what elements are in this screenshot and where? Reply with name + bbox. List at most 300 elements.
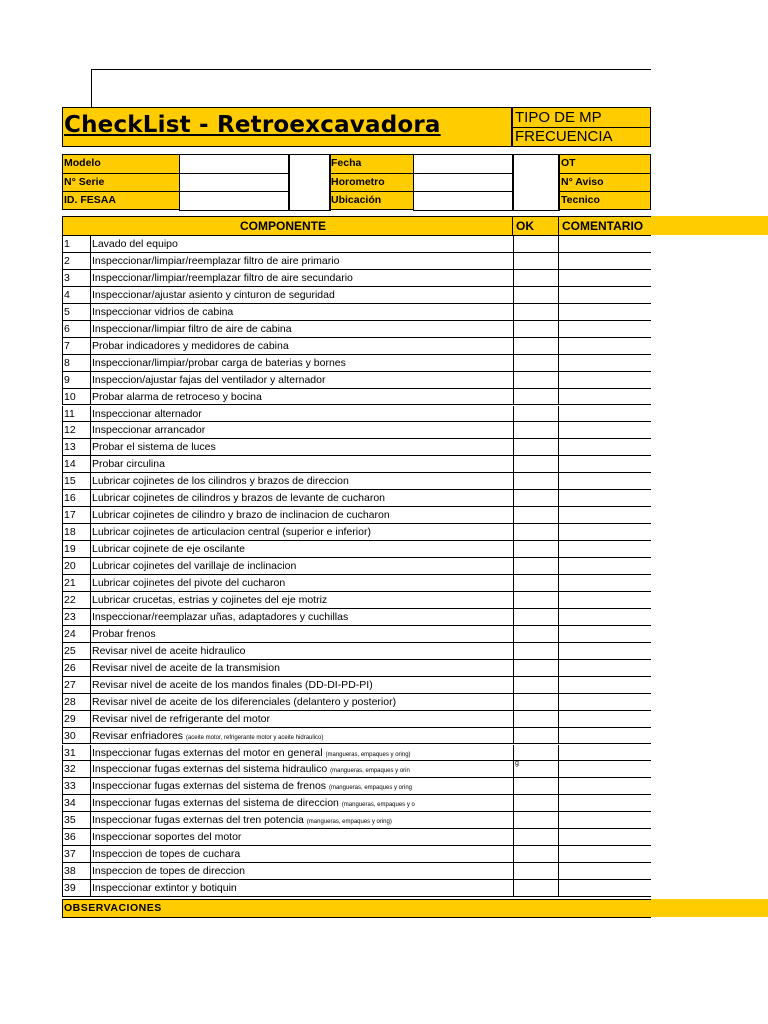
ok-cell[interactable] xyxy=(513,456,559,473)
row-component xyxy=(92,577,285,589)
column-header-divider-ok xyxy=(512,216,513,236)
row-component-text: Inspeccionar arrancador xyxy=(92,424,206,437)
comment-cell[interactable] xyxy=(560,829,652,846)
table-row xyxy=(62,660,651,677)
comment-cell[interactable] xyxy=(560,439,652,456)
info-col-line xyxy=(559,154,560,211)
row-component xyxy=(92,696,396,708)
row-number: 7 xyxy=(64,339,70,352)
ok-cell[interactable] xyxy=(513,863,559,880)
row-component xyxy=(92,509,390,521)
comment-cell[interactable] xyxy=(560,253,652,270)
row-number: 34 xyxy=(64,797,76,810)
table-row xyxy=(62,236,651,253)
info-input-col2-0[interactable] xyxy=(413,154,513,174)
comment-cell[interactable] xyxy=(560,677,652,694)
table-row xyxy=(62,524,651,541)
ok-cell[interactable] xyxy=(513,338,559,355)
comment-cell[interactable] xyxy=(560,355,652,372)
row-divider-number xyxy=(90,456,91,473)
row-component-text: Revisar enfriadores xyxy=(92,729,184,742)
row-number: 10 xyxy=(64,390,76,403)
table-row xyxy=(62,439,651,456)
row-divider-number xyxy=(90,711,91,728)
row-divider-number xyxy=(90,338,91,355)
observaciones-label: OBSERVACIONES xyxy=(64,902,162,914)
row-component-text: Lubricar cojinete de eje oscilante xyxy=(92,543,245,556)
row-divider-number xyxy=(90,694,91,711)
row-component xyxy=(92,238,178,250)
info-input-col1-0[interactable] xyxy=(179,154,289,174)
comment-cell[interactable] xyxy=(560,778,652,795)
comment-cell[interactable] xyxy=(560,558,652,575)
comment-cell[interactable] xyxy=(560,694,652,711)
info-spacer-cell xyxy=(289,154,330,211)
row-component-text: Inspeccionar/reemplazar uñas, adaptadores y cuchillas xyxy=(92,610,349,623)
page-title: CheckList - Retroexcavadora xyxy=(64,112,441,138)
table-row xyxy=(62,711,651,728)
row-number: 19 xyxy=(64,543,76,556)
table-row xyxy=(62,677,651,694)
ok-cell[interactable] xyxy=(513,558,559,575)
info-label-col1-1: N° Serie xyxy=(64,175,105,188)
row-component xyxy=(92,831,241,843)
componente-header: COMPONENTE xyxy=(240,219,327,233)
row-component-note: (mangueras, empaques y oring) xyxy=(306,819,392,826)
table-row xyxy=(62,558,651,575)
comentario-header: COMENTARIO xyxy=(562,219,644,233)
row-divider-number xyxy=(90,745,91,762)
row-divider-number xyxy=(90,728,91,745)
ok-cell[interactable] xyxy=(513,846,559,863)
comment-cell[interactable] xyxy=(560,880,652,897)
row-component-text: Inspeccionar fugas externas del sistema hidraulico xyxy=(92,763,328,776)
row-component-text: Probar frenos xyxy=(92,627,156,640)
row-divider-number xyxy=(90,304,91,321)
row-component xyxy=(92,306,233,318)
info-label-col1-2: ID. FESAA xyxy=(64,194,116,206)
row-component-text: Lavado del equipo xyxy=(92,238,178,250)
row-number: 20 xyxy=(64,560,76,573)
observaciones-bottom-line xyxy=(62,917,651,918)
row-number: 26 xyxy=(64,661,76,674)
table-row xyxy=(62,846,651,863)
row-divider-number xyxy=(90,524,91,541)
row-component xyxy=(92,560,296,572)
row-divider-number xyxy=(90,575,91,592)
info-label-col2-2: Ubicación xyxy=(331,194,382,206)
ok-cell[interactable] xyxy=(513,812,559,829)
column-header-left-line xyxy=(62,216,63,236)
table-row xyxy=(62,304,651,321)
comment-cell[interactable] xyxy=(560,728,652,745)
row-number: 33 xyxy=(64,780,76,793)
table-row xyxy=(62,626,651,643)
comment-cell[interactable] xyxy=(560,490,652,507)
row-number: 2 xyxy=(64,254,70,267)
row-component xyxy=(92,408,202,420)
ok-cell[interactable] xyxy=(513,575,559,592)
row-divider-number xyxy=(90,490,91,507)
comment-cell[interactable] xyxy=(560,270,652,287)
row-number: 6 xyxy=(64,322,70,335)
row-component-note: (aceite motor, refrigerante motor y aceite hidraulico) xyxy=(185,734,324,741)
top-border-line xyxy=(91,69,651,70)
row-divider-number xyxy=(90,439,91,456)
comment-cell[interactable] xyxy=(560,745,652,762)
table-row xyxy=(62,456,651,473)
ok-cell[interactable] xyxy=(513,778,559,795)
comment-cell[interactable] xyxy=(560,711,652,728)
table-row xyxy=(62,355,651,372)
comment-cell[interactable] xyxy=(560,524,652,541)
row-component xyxy=(92,526,371,538)
row-divider-number xyxy=(90,558,91,575)
row-number: 39 xyxy=(64,882,76,895)
row-divider-number xyxy=(90,422,91,439)
ok-cell[interactable] xyxy=(513,253,559,270)
ok-mark: g xyxy=(515,760,519,768)
column-header-row xyxy=(62,216,768,235)
table-row xyxy=(62,490,651,507)
observaciones-row xyxy=(62,899,768,917)
comment-cell[interactable] xyxy=(560,456,652,473)
ok-cell[interactable] xyxy=(513,694,559,711)
row-component xyxy=(92,340,289,352)
row-divider-number xyxy=(90,626,91,643)
row-number: 24 xyxy=(64,627,76,640)
column-header-divider-comentario xyxy=(558,216,559,236)
row-component-text: Inspeccionar/limpiar/reemplazar filtro de aire secundario xyxy=(92,271,353,284)
row-component xyxy=(92,441,216,453)
comment-cell[interactable] xyxy=(560,609,652,626)
row-number: 21 xyxy=(64,577,76,589)
frecuencia-label: FRECUENCIA xyxy=(515,128,613,145)
row-component xyxy=(92,611,348,623)
row-component xyxy=(92,763,410,775)
info-input-col1-1[interactable] xyxy=(179,173,289,193)
row-divider-number xyxy=(90,389,91,406)
row-component-text: Inspeccionar/limpiar filtro de aire de cabina xyxy=(92,322,292,335)
row-number: 29 xyxy=(64,712,76,725)
table-row xyxy=(62,270,651,287)
comment-cell[interactable] xyxy=(560,321,652,338)
comment-cell[interactable] xyxy=(560,372,652,389)
table-row xyxy=(62,253,651,270)
row-component-note: (mangueras, empaques y oring) xyxy=(325,751,411,758)
row-component xyxy=(92,357,346,369)
table-row xyxy=(62,829,651,846)
row-number: 3 xyxy=(64,271,70,284)
ok-cell[interactable] xyxy=(513,473,559,490)
row-divider-number xyxy=(90,609,91,626)
ok-cell[interactable] xyxy=(513,592,559,609)
comment-cell[interactable] xyxy=(560,795,652,812)
ok-cell[interactable] xyxy=(513,711,559,728)
row-number: 37 xyxy=(64,848,76,861)
ok-cell[interactable] xyxy=(513,490,559,507)
info-input-col2-1[interactable] xyxy=(413,173,513,193)
table-row xyxy=(62,761,651,778)
row-component xyxy=(92,645,246,657)
row-number: 12 xyxy=(64,424,76,437)
comment-cell[interactable] xyxy=(560,626,652,643)
row-component-text: Lubricar crucetas, estrias y cojinetes del eje motriz xyxy=(92,593,328,606)
row-component-note: (mangueras, empaques y orin xyxy=(330,768,410,775)
table-row xyxy=(62,406,651,423)
row-divider-number xyxy=(90,677,91,694)
ok-cell[interactable] xyxy=(513,270,559,287)
info-row-line xyxy=(559,173,651,174)
row-component-text: Inspeccion de topes de direccion xyxy=(92,865,245,878)
row-component-text: Revisar nivel de aceite de la transmision xyxy=(92,661,280,674)
table-row xyxy=(62,728,651,745)
info-input-col1-2[interactable] xyxy=(179,191,289,211)
ok-cell[interactable] xyxy=(513,728,559,745)
row-component-text: Inspeccionar alternador xyxy=(92,407,202,420)
row-number: 32 xyxy=(64,763,76,776)
row-number: 15 xyxy=(64,475,76,488)
info-label-col2-1: Horometro xyxy=(331,175,385,188)
table-row xyxy=(62,694,651,711)
row-component-text: Inspeccionar vidrios de cabina xyxy=(92,305,234,318)
row-component xyxy=(92,289,335,301)
row-number: 11 xyxy=(64,407,75,420)
info-label-col3-2: Tecnico xyxy=(561,194,600,206)
ok-cell[interactable] xyxy=(513,643,559,660)
row-component-note: (mangueras, empaques y oring xyxy=(328,785,413,792)
table-row xyxy=(62,541,651,558)
ok-cell[interactable] xyxy=(513,406,559,423)
row-number: 38 xyxy=(64,865,76,878)
row-component-text: Lubricar cojinetes del pivote del cucharon xyxy=(92,577,286,589)
row-component-text: Inspeccionar/ajustar asiento y cinturon de seguridad xyxy=(92,288,335,301)
info-label-col1-0: Modelo xyxy=(64,157,101,169)
comment-cell[interactable] xyxy=(560,389,652,406)
row-divider-number xyxy=(90,863,91,880)
comment-cell[interactable] xyxy=(560,812,652,829)
ok-cell[interactable] xyxy=(513,439,559,456)
ok-cell[interactable] xyxy=(513,609,559,626)
row-component-text: Inspeccionar/limpiar/probar carga de baterias y bornes xyxy=(92,356,346,369)
comment-cell[interactable] xyxy=(560,287,652,304)
row-number: 8 xyxy=(64,356,70,369)
row-component-text: Inspeccionar fugas externas del sistema de direccion xyxy=(92,797,339,810)
ok-cell[interactable] xyxy=(513,422,559,439)
table-row xyxy=(62,795,651,812)
row-component-text: Inspeccionar fugas externas del motor en general xyxy=(92,746,323,759)
table-row xyxy=(62,643,651,660)
comment-cell[interactable] xyxy=(560,236,652,253)
ok-cell[interactable] xyxy=(513,880,559,897)
row-component xyxy=(92,730,323,742)
table-row xyxy=(62,812,651,829)
row-component xyxy=(92,797,415,809)
row-component xyxy=(92,814,392,826)
row-component xyxy=(92,713,270,725)
row-component-text: Inspeccionar extintor y botiquin xyxy=(92,882,237,895)
row-component xyxy=(92,492,385,504)
ok-cell[interactable] xyxy=(513,795,559,812)
row-component-text: Inspeccion de topes de cuchara xyxy=(92,848,241,861)
ok-cell[interactable] xyxy=(513,321,559,338)
info-row-line xyxy=(559,191,651,192)
table-row xyxy=(62,863,651,880)
row-component-text: Lubricar cojinetes de articulacion central (superior e inferior) xyxy=(92,526,371,539)
row-component xyxy=(92,882,237,894)
table-row xyxy=(62,592,651,609)
row-number: 13 xyxy=(64,441,76,454)
row-component-text: Revisar nivel de aceite hidraulico xyxy=(92,644,246,657)
table-row xyxy=(62,389,651,406)
row-component-text: Inspeccion/ajustar fajas del ventilador y alternador xyxy=(92,373,326,386)
row-number: 30 xyxy=(64,729,76,742)
row-number: 36 xyxy=(64,831,76,844)
row-number: 22 xyxy=(64,593,76,606)
table-row xyxy=(62,778,651,795)
row-divider-number xyxy=(90,507,91,524)
row-number: 35 xyxy=(64,814,76,827)
table-row xyxy=(62,338,651,355)
row-number: 25 xyxy=(64,644,76,657)
ok-cell[interactable] xyxy=(513,626,559,643)
row-component-text: Probar el sistema de luces xyxy=(92,441,216,454)
comment-cell[interactable] xyxy=(560,473,652,490)
table-row xyxy=(62,609,651,626)
ok-cell[interactable] xyxy=(513,236,559,253)
row-number: 1 xyxy=(64,238,70,250)
ok-cell[interactable] xyxy=(513,541,559,558)
comment-cell[interactable] xyxy=(560,541,652,558)
comment-cell[interactable] xyxy=(560,863,652,880)
row-divider-number xyxy=(90,406,91,423)
ok-cell[interactable] xyxy=(513,372,559,389)
row-component-text: Lubricar cojinetes de cilindros y brazos de levante de cucharon xyxy=(92,492,386,505)
row-number: 14 xyxy=(64,458,76,471)
row-component xyxy=(92,323,292,335)
comment-cell[interactable] xyxy=(560,575,652,592)
table-row xyxy=(62,473,651,490)
row-divider-number xyxy=(90,355,91,372)
row-component-text: Inspeccionar fugas externas del sistema de frenos xyxy=(92,780,327,793)
comment-cell[interactable] xyxy=(560,660,652,677)
table-row xyxy=(62,321,651,338)
table-row xyxy=(62,422,651,439)
row-component-text: Revisar nivel de aceite de los mandos finales (DD-DI-PD-PI) xyxy=(92,678,373,691)
row-divider-number xyxy=(90,812,91,829)
comment-cell[interactable] xyxy=(560,643,652,660)
table-row xyxy=(62,745,651,762)
observaciones-top-line xyxy=(62,899,651,900)
comment-cell[interactable] xyxy=(560,507,652,524)
ok-cell[interactable] xyxy=(513,745,559,762)
row-component-text: Lubricar cojinetes de cilindro y brazo de inclinacion de cucharon xyxy=(92,509,390,522)
table-row xyxy=(62,575,651,592)
row-component xyxy=(92,272,353,284)
ok-cell[interactable] xyxy=(513,524,559,541)
tipo-mp-label: TIPO DE MP xyxy=(515,109,602,126)
top-left-border-line xyxy=(91,69,92,107)
row-divider-number xyxy=(90,287,91,304)
ok-cell[interactable] xyxy=(513,355,559,372)
row-number: 9 xyxy=(64,373,70,386)
info-label-col2-0: Fecha xyxy=(331,157,362,169)
row-component xyxy=(92,543,245,555)
row-number: 5 xyxy=(64,305,70,318)
row-divider-number xyxy=(90,829,91,846)
table-row xyxy=(62,372,651,389)
row-divider-number xyxy=(90,270,91,287)
table-row xyxy=(62,287,651,304)
row-number: 18 xyxy=(64,526,76,539)
row-divider-number xyxy=(90,778,91,795)
comment-cell[interactable] xyxy=(560,592,652,609)
row-number: 28 xyxy=(64,695,76,708)
info-input-col2-2[interactable] xyxy=(413,191,513,211)
row-number: 23 xyxy=(64,610,76,623)
row-number: 17 xyxy=(64,509,76,522)
row-component xyxy=(92,780,412,792)
row-component xyxy=(92,747,411,759)
ok-cell[interactable] xyxy=(513,507,559,524)
row-divider-number xyxy=(90,761,91,778)
row-component xyxy=(92,458,165,470)
row-component xyxy=(92,391,262,403)
row-divider-number xyxy=(90,236,91,253)
row-component xyxy=(92,424,205,436)
row-component xyxy=(92,662,280,674)
row-number: 31 xyxy=(64,746,76,759)
observaciones-left-line xyxy=(62,899,63,918)
row-component xyxy=(92,374,325,386)
row-divider-number xyxy=(90,643,91,660)
comment-cell[interactable] xyxy=(560,338,652,355)
comment-cell[interactable] xyxy=(560,304,652,321)
ok-cell[interactable] xyxy=(513,287,559,304)
row-component xyxy=(92,255,339,267)
comment-cell[interactable] xyxy=(560,846,652,863)
info-col-line xyxy=(330,154,331,211)
row-divider-number xyxy=(90,321,91,338)
row-divider-number xyxy=(90,372,91,389)
ok-header: OK xyxy=(516,219,534,233)
row-component-text: Probar alarma de retroceso y bocina xyxy=(92,390,262,403)
row-divider-number xyxy=(90,473,91,490)
row-divider-number xyxy=(90,846,91,863)
comment-cell[interactable] xyxy=(560,761,652,778)
row-number: 16 xyxy=(64,492,76,505)
row-component-text: Revisar nivel de aceite de los diferenciales (delantero y posterior) xyxy=(92,695,397,708)
row-component-note: (mangueras, empaques y o xyxy=(341,802,415,809)
row-component-text: Probar indicadores y medidores de cabina xyxy=(92,339,289,352)
ok-cell[interactable] xyxy=(513,660,559,677)
ok-cell[interactable] xyxy=(513,829,559,846)
comment-cell[interactable] xyxy=(560,422,652,439)
info-label-col3-0: OT xyxy=(561,157,576,169)
row-component-text: Lubricar cojinetes del varillaje de inclinacion xyxy=(92,560,297,573)
ok-cell[interactable] xyxy=(513,761,559,778)
ok-cell[interactable] xyxy=(513,677,559,694)
ok-cell[interactable] xyxy=(513,304,559,321)
comment-cell[interactable] xyxy=(560,406,652,423)
row-divider-number xyxy=(90,795,91,812)
row-divider-number xyxy=(90,880,91,897)
info-label-col3-1: N° Aviso xyxy=(561,175,604,188)
info-spacer-cell xyxy=(513,154,559,211)
row-component-text: Probar circulina xyxy=(92,458,165,471)
ok-cell[interactable] xyxy=(513,389,559,406)
row-component xyxy=(92,848,240,860)
